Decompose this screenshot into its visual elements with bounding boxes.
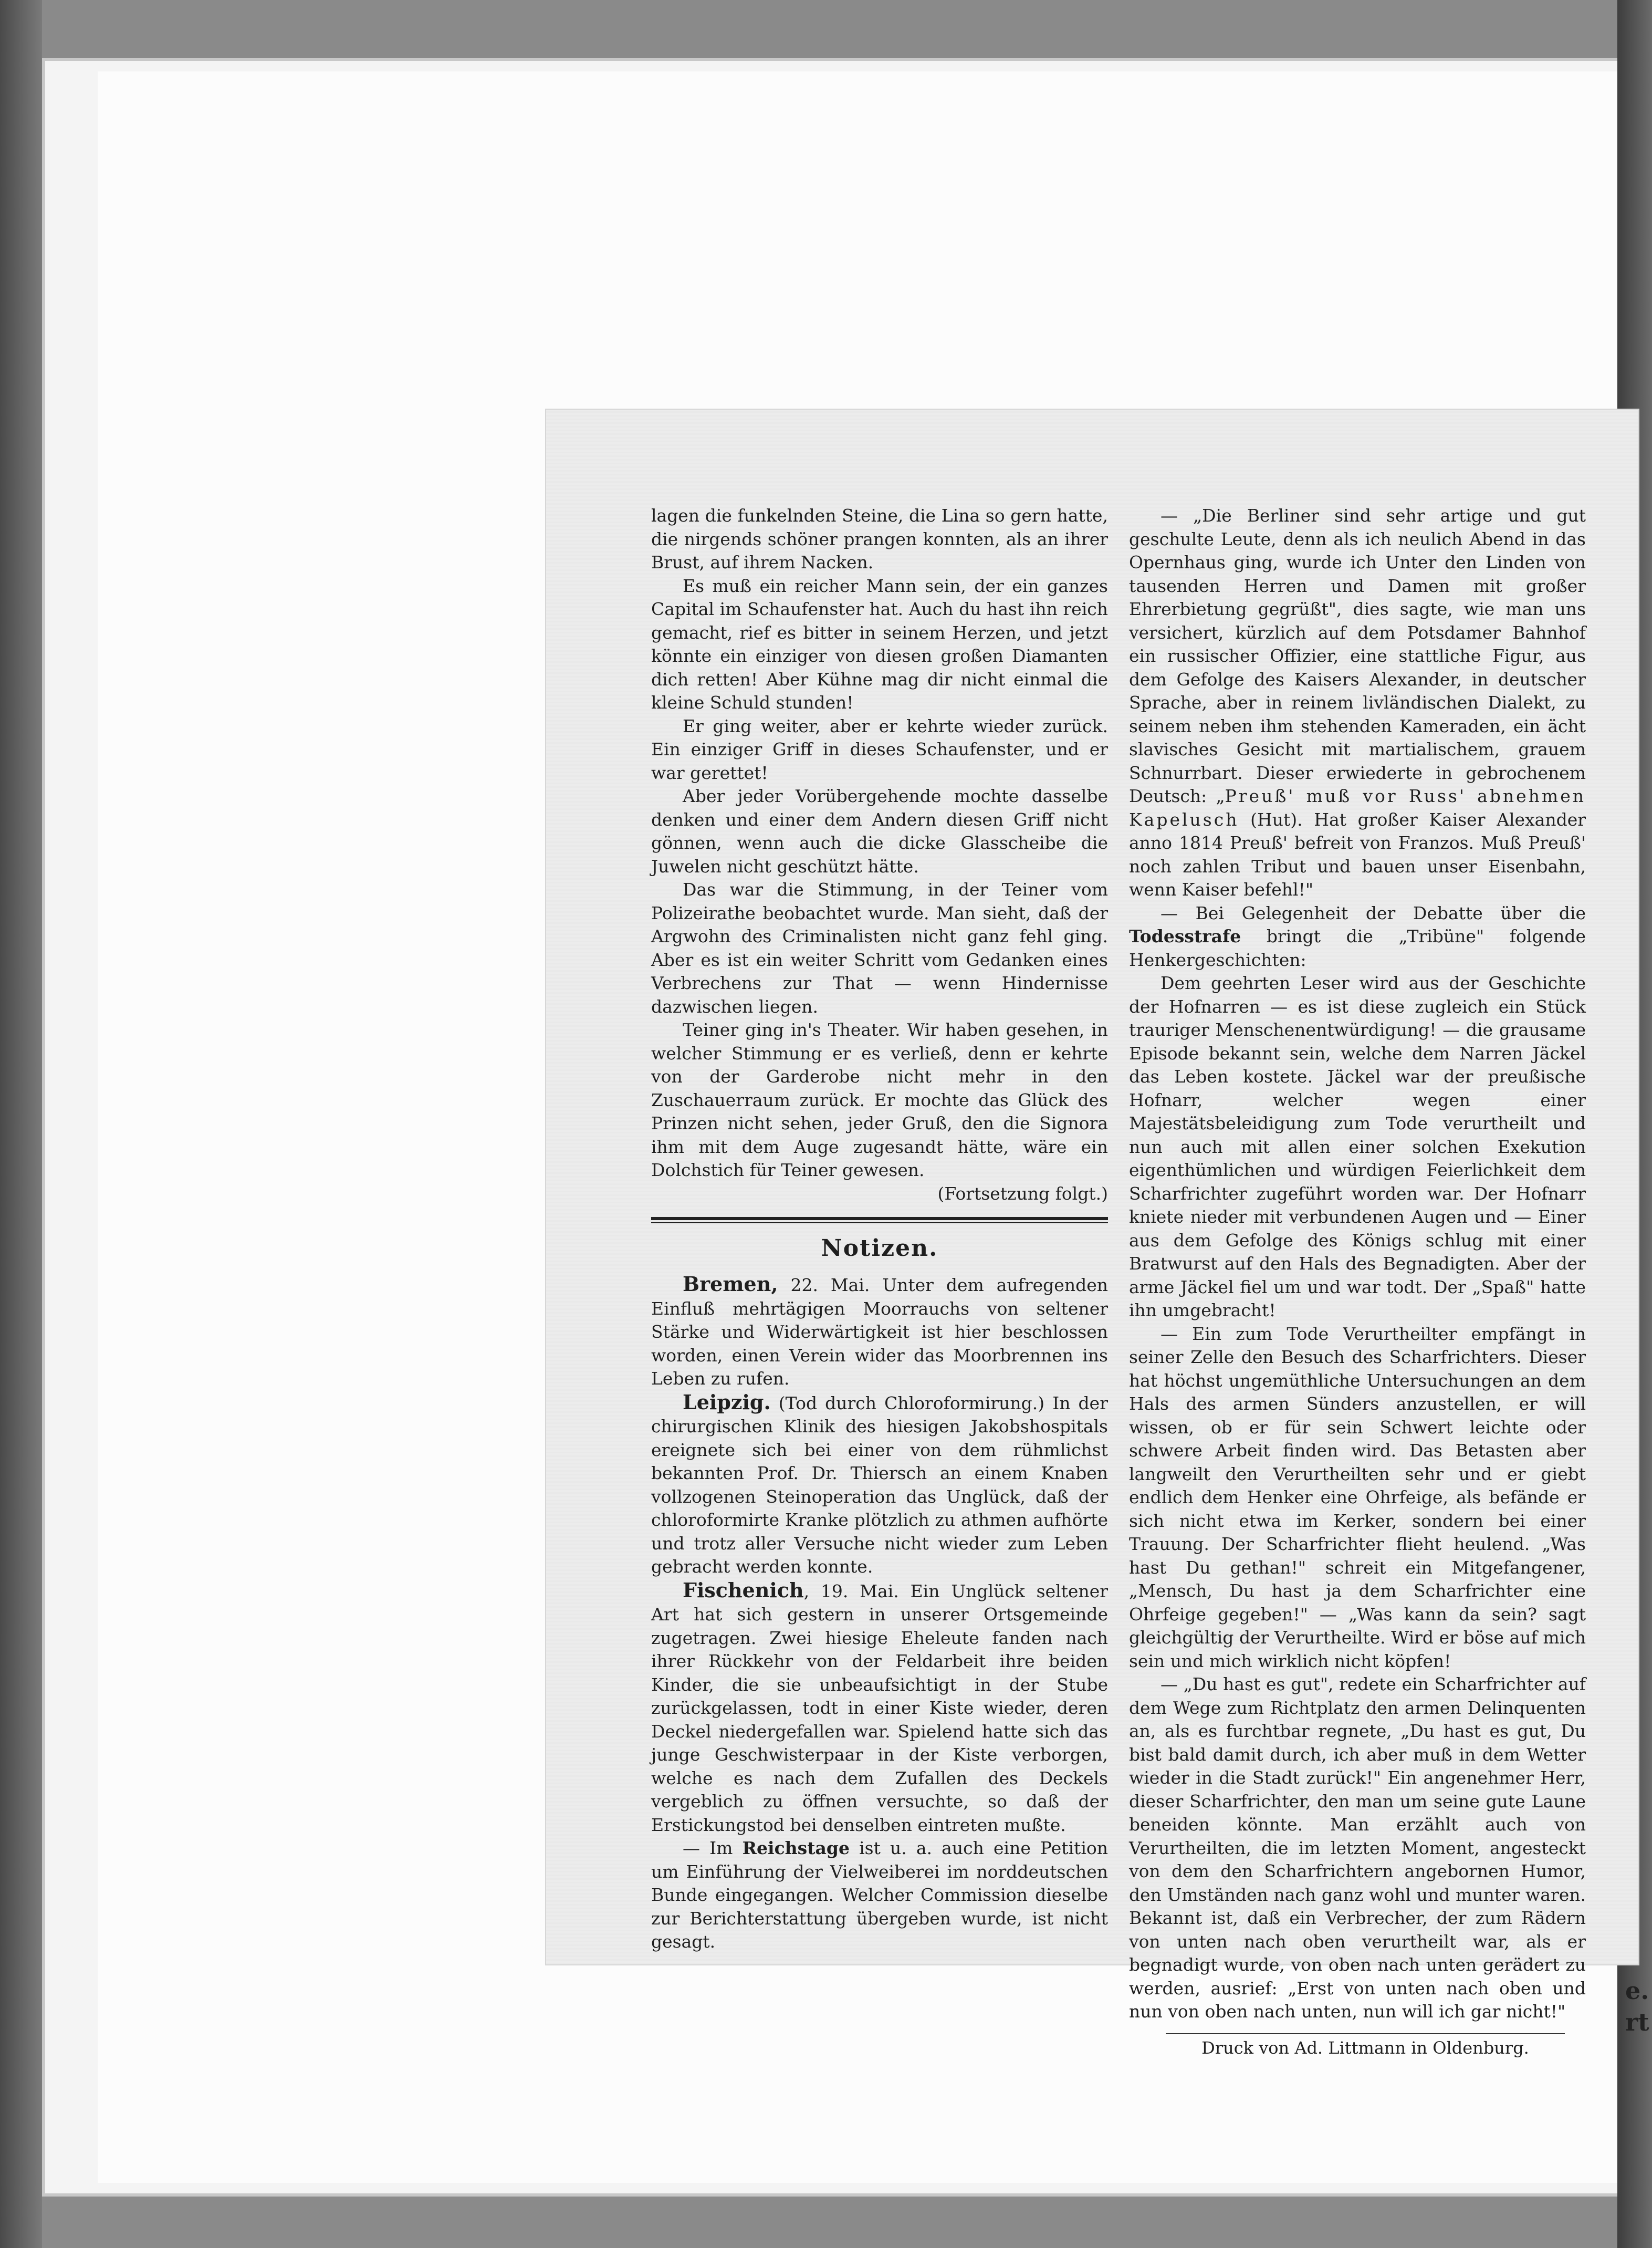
printer-rule xyxy=(1166,2033,1565,2034)
emphasis-word: Reichstage xyxy=(742,1838,850,1858)
scan-edge-left xyxy=(0,0,42,2248)
news-item-hofnarr: Dem geehrten Leser wird aus der Geschichte der Hofnarren — es ist diese zugleich ein Stück trauriger Menschenentwürdigung! — die grausame Episode bekannt sein, welche dem Narren Jäckel das Leben kostete. Jäckel war der preußische Hofnarr, welcher wegen einer Majestätsbeleidigung zum Tode verurtheilt und nun auch mit allen einer solchen Exekution eigenthümlichen und würdigen Feierlichkeit dem Scharfrichter zugeführt worden war. Der Hofnarr kniete nieder mit verbundenen Augen und — Einer aus dem Gefolge des Königs schlug mit einer Bratwurst auf den Hals des Begnadigten. Aber der arme Jäckel fiel um und war todt. Der „Spaß" hatte ihn umgebracht! xyxy=(1129,973,1586,1320)
continued-note: (Fortsetzung folgt.) xyxy=(937,1183,1108,1204)
newspaper-clipping xyxy=(546,410,1638,2058)
news-item-fischenich xyxy=(651,1579,1108,1837)
dateline-place: Fischenich xyxy=(683,1578,804,1602)
story-paragraph: lagen die funkelnden Steine, die Lina so gern hatte, die nirgends schöner prangen konnten, als an ihrer Brust, auf ihrem Nacken. xyxy=(651,505,1108,573)
news-text: bringt die „Tribüne" folgende Henkergeschichten: xyxy=(1129,926,1586,970)
section-title: Notizen. xyxy=(821,1235,938,1262)
story-paragraph: Das war die Stimmung, in der Teiner vom Polizeirathe beobachtet wurde. Man sieht, daß der Argwohn des Criminalisten nicht ganz fehl ging. Aber es ist ein weiter Schritt vom Gedanken eines Verbrechens zur That — wenn Hindernisse dazwischen liegen. xyxy=(651,879,1108,1017)
story-paragraph: Er ging weiter, aber er kehrte wieder zurück. Ein einziger Griff in dieses Schaufenster, und er war gerettet! xyxy=(651,715,1108,783)
adjacent-page-fragment xyxy=(1625,1975,1652,2048)
news-text: (Tod durch Chloroformirung.) In der chirurgischen Klinik des hiesigen Jakobshospitals ereignete sich bei einer von dem rühmlichst bekannten Prof. Dr. Thiersch an einem Knaben vollzogenen Steinoperation das Unglück, daß der chloroformirte Kranke plötzlich zu athmen aufhörte und trotz aller Versuche nicht wieder zum Leben gebracht werden konnte. xyxy=(651,1392,1108,1577)
news-text: — Im xyxy=(683,1838,743,1858)
printer-imprint: Druck von Ad. Littmann in Oldenburg. xyxy=(1201,2037,1529,2058)
emphasis-word: Todesstrafe xyxy=(1129,926,1241,946)
story-paragraph: Teiner ging in's Theater. Wir haben gesehen, in welcher Stimmung er es verließ, denn er kehrte von der Garderobe nicht mehr in den Zuschauerraum zurück. Er mochte das Glück des Prinzen nicht sehen, jeder Gruß, den die Signora ihm mit dem Auge zugesandt hätte, wäre ein Dolchstich für Teiner gewesen. xyxy=(651,1019,1108,1180)
fragment-line: rt xyxy=(1625,2008,1649,2036)
dateline-place: Leipzig. xyxy=(683,1390,771,1414)
section-divider xyxy=(651,1217,1108,1220)
fragment-line: e. xyxy=(1625,1976,1649,2005)
news-text: (Hut). Hat großer Kaiser Alexander anno 1814 Preuß' befreit von Franzos. Muß Preuß' noch zahlen Tribut und bauen unser Eisenbahn, wenn Kaiser befehl!" xyxy=(1129,809,1586,900)
news-text: ist u. a. auch eine Petition um Einführung der Vielweiberei im norddeutschen Bunde eingegangen. Welcher Commission dieselbe zur Berichterstattung übergeben wurde, ist nicht gesagt. xyxy=(651,1838,1108,1952)
left-column xyxy=(651,504,1108,1954)
dateline-place: Bremen, xyxy=(683,1272,778,1296)
news-item-todesstrafe xyxy=(1129,902,1586,972)
news-item-reichstag xyxy=(651,1837,1108,1954)
news-item-verurtheilter: — Ein zum Tode Verurtheilter empfängt in seiner Zelle den Besuch des Scharfrichters. Dieser hat höchst ungemüthliche Untersuchungen an dem Hals des armen Sünders anzustellen, er will wissen, ob er für sein Schwert leichte oder schwere Arbeit finden wird. Das Betasten aber langweilt den Verurtheilten sehr und er giebt endlich dem Henker eine Ohrfeige, als befände er sich nicht etwa im Kerker, sondern bei einer Trauung. Der Scharfrichter flieht heulend. „Was hast Du gethan!" schreit ein Mitgefangener, „Mensch, Du hast ja dem Scharfrichter eine Ohrfeige gegeben!" — „Was kann da sein? sagt gleichgültig der Verurtheilte. Wird er böse auf mich sein und mich wirklich nicht köpfen! xyxy=(1129,1323,1586,1671)
news-text: — Bei Gelegenheit der Debatte über die xyxy=(1160,902,1586,923)
news-item-scharfrichter: — „Du hast es gut", redete ein Scharfrichter auf dem Wege zum Richtplatz den armen Delinquenten an, als es furchtbar regnete, „Du hast es gut, Du bist bald damit durch, ich aber muß in dem Wetter wieder in die Stadt zurück!" Ein angenehmer Herr, dieser Scharfrichter, den man um seine gute Laune beneiden könnte. Man erzählt auch von Verurtheilten, die im letzten Moment, angesteckt von dem den Scharfrichtern angebornen Humor, den Umständen nach ganz wohl und munter waren. Bekannt ist, daß ein Verbrecher, der zum Rädern von unten nach oben verurtheilt war, als er begnadigt wurde, von oben nach unten gerädert zu werden, ausrief: „Erst von unten nach oben und nun von oben nach unten, nun will ich gar nicht!" xyxy=(1129,1674,1586,2022)
story-paragraph: Es muß ein reicher Mann sein, der ein ganzes Capital im Schaufenster hat. Auch du hast ihn reich gemacht, rief es bitter in seinem Herzen, und jetzt könnte ein einziger von diesen großen Diamanten dich retten! Aber Kühne mag dir nicht einmal die kleine Schuld stunden! xyxy=(651,575,1108,713)
news-text: 22. Mai. Unter dem aufregenden Einfluß mehrtägigen Moorrauchs von seltener Stärke und Widerwärtigkeit ist hier beschlossen worden, einen Verein wider das Moorbrennen ins Leben zu rufen. xyxy=(651,1275,1108,1389)
news-item-berliner xyxy=(1129,504,1586,902)
story-paragraph: Aber jeder Vorübergehende mochte dasselbe denken und einer dem Andern diesen Griff nicht gönnen, wenn auch die dicke Glasscheibe die Juwelen nicht geschützt hätte. xyxy=(651,786,1108,877)
news-item-leipzig xyxy=(651,1391,1108,1579)
news-item-bremen xyxy=(651,1273,1108,1391)
section-divider-thin xyxy=(651,1222,1108,1223)
right-column xyxy=(1129,504,1586,2058)
news-text: , 19. Mai. Ein Unglück seltener Art hat sich gestern in unserer Ortsgemeinde zugetragen. Zwei hiesige Eheleute fanden nach ihrer Rückkehr von der Feldarbeit ihre beiden Kinder, die sie unbeaufsichtigt in der Stube zurückgelassen, todt in einer Kiste wieder, deren Deckel niedergefallen war. Spielend hatte sich das junge Geschwisterpaar in der Kiste verborgen, welche es nach dem Zufallen des Deckels vergeblich zu öffnen versuchte, so daß der Erstickungstod bei denselben eintreten mußte. xyxy=(651,1580,1108,1835)
spaced-quote: Preuß' muß vor Russ' abnehmen Kapelusch xyxy=(1129,786,1586,830)
news-text: — „Die Berliner sind sehr artige und gut geschulte Leute, denn als ich neulich Abend in das Opernhaus ging, wurde ich Unter den Linden von tausenden Herren und Damen mit großer Ehrerbietung gegrüßt", dies sagte, wie man uns versichert, kürzlich auf dem Potsdamer Bahnhof ein russischer Offizier, eine stattliche Figur, aus dem Gefolge des Kaisers Alexander, in deutscher Sprache, aber in reinem livländischen Dialekt, zu seinem neben ihm stehenden Kameraden, ein ächt slavisches Gesicht mit martialischem, grauem Schnurrbart. Dieser erwiederte in gebrochenem Deutsch: „ xyxy=(1129,505,1586,806)
